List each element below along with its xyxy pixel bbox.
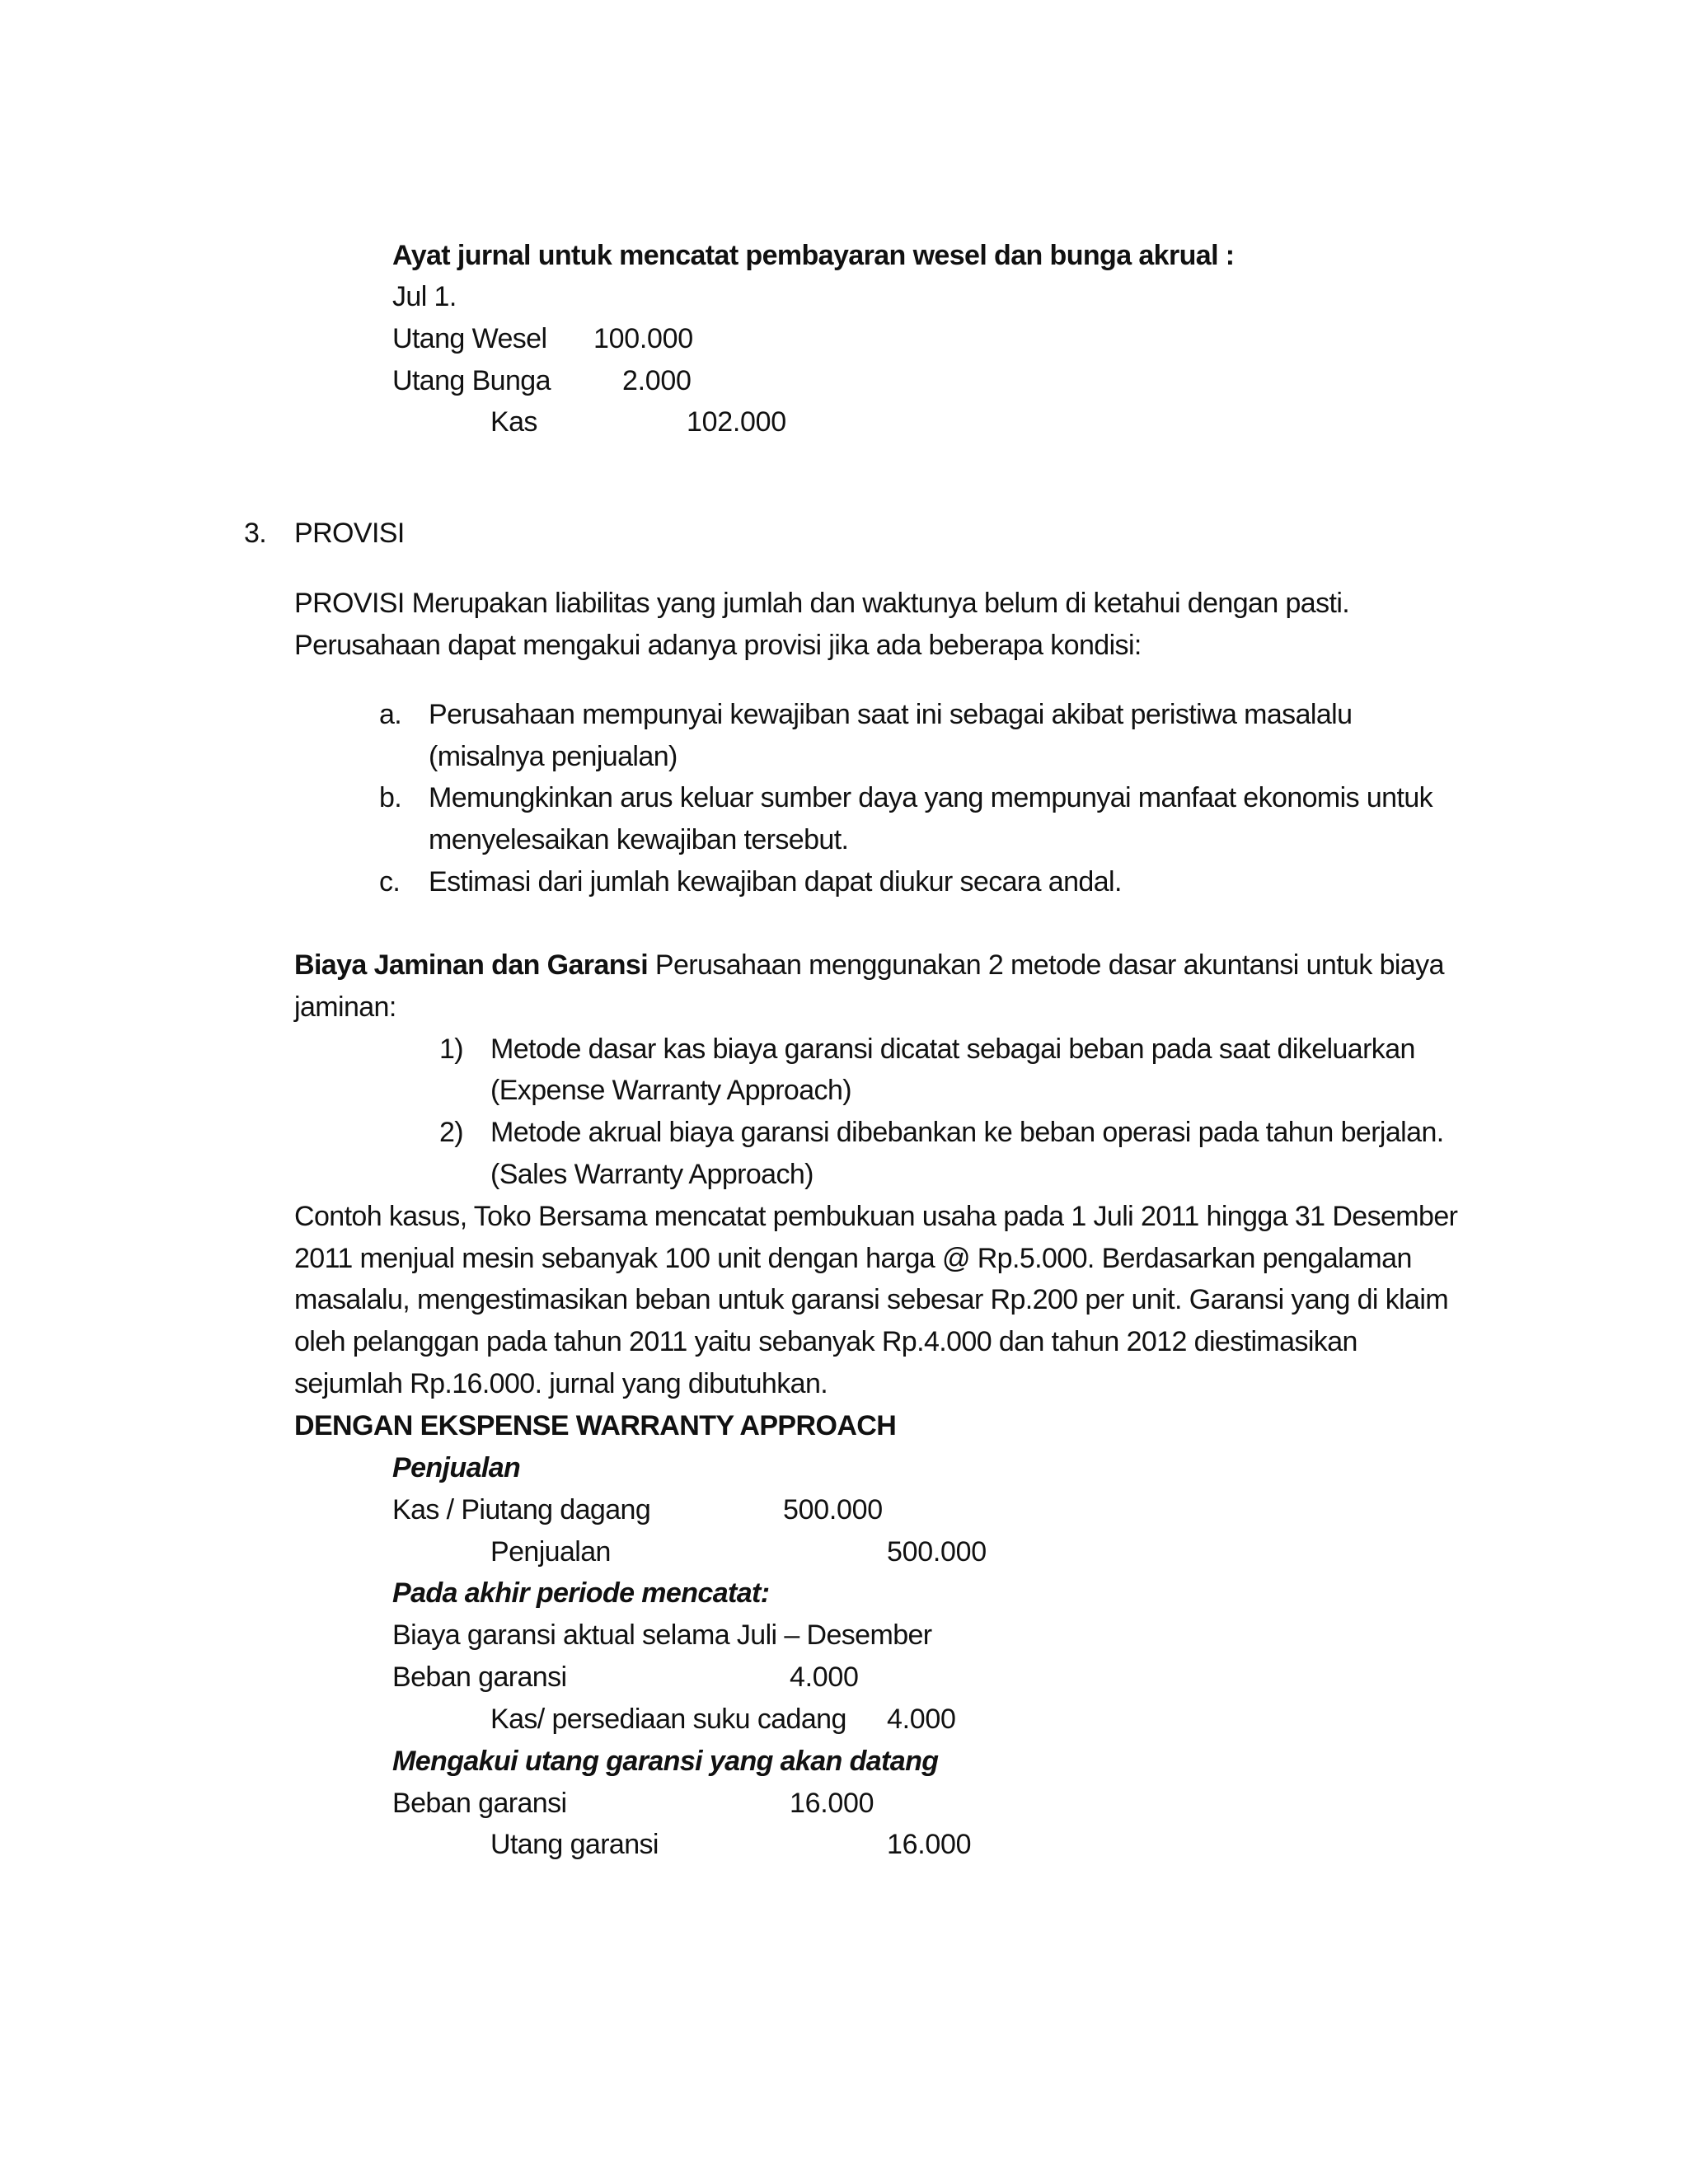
condition-text: (misalnya penjualan) (429, 741, 678, 772)
entry-credit-account: Utang garansi (490, 1829, 659, 1860)
method-marker: 1) (439, 1033, 464, 1065)
entry-debit-account: Kas / Piutang dagang (392, 1494, 651, 1526)
section-number: 3. (244, 518, 267, 549)
approach-heading: DENGAN EKSPENSE WARRANTY APPROACH (294, 1410, 897, 1441)
journal-heading: Ayat jurnal untuk mencatat pembayaran wesel dan bunga akrual : (392, 240, 1235, 271)
garansi-lead-line: jaminan: (294, 991, 396, 1023)
case-line: oleh pelanggan pada tahun 2011 yaitu sebanyak Rp.4.000 dan tahun 2012 diestimasikan (294, 1326, 1357, 1357)
provisi-intro-line: Perusahaan dapat mengakui adanya provisi jika ada beberapa kondisi: (294, 630, 1142, 661)
entry-credit-amount: 4.000 (887, 1704, 956, 1735)
penjualan-heading: Penjualan (392, 1452, 521, 1483)
journal-debit-utang-wesel: 100.000 (593, 323, 693, 354)
case-line: Contoh kasus, Toko Bersama mencatat pembukuan usaha pada 1 Juli 2011 hingga 31 Desember (294, 1201, 1458, 1232)
entry-debit-amount: 16.000 (790, 1788, 874, 1819)
entry-debit-account: Beban garansi (392, 1788, 567, 1819)
condition-marker: a. (379, 699, 402, 730)
case-line: masalalu, mengestimasikan beban untuk garansi sebesar Rp.200 per unit. Garansi yang di klaim (294, 1284, 1449, 1315)
garansi-lead-line (294, 949, 1444, 982)
garansi-lead-bold: Biaya Jaminan dan Garansi (294, 949, 649, 981)
condition-text: Estimasi dari jumlah kewajiban dapat diukur secara andal. (429, 866, 1122, 898)
journal-account-utang-bunga: Utang Bunga (392, 365, 551, 396)
journal-account-kas: Kas (490, 406, 537, 438)
method-text: (Expense Warranty Approach) (490, 1075, 851, 1106)
journal-date: Jul 1. (392, 281, 457, 312)
future-heading: Mengakui utang garansi yang akan datang (392, 1746, 939, 1777)
entry-debit-account: Beban garansi (392, 1661, 567, 1693)
journal-debit-utang-bunga: 2.000 (622, 365, 692, 396)
method-text: Metode akrual biaya garansi dibebankan ke beban operasi pada tahun berjalan. (490, 1117, 1444, 1148)
case-line: 2011 menjual mesin sebanyak 100 unit dengan harga @ Rp.5.000. Berdasarkan pengalaman (294, 1243, 1412, 1274)
condition-marker: c. (379, 866, 401, 898)
case-line: sejumlah Rp.16.000. jurnal yang dibutuhkan. (294, 1368, 828, 1399)
entry-debit-amount: 4.000 (790, 1661, 859, 1693)
section-title: PROVISI (294, 518, 405, 549)
method-marker: 2) (439, 1117, 464, 1148)
condition-marker: b. (379, 782, 402, 813)
period-note: Biaya garansi aktual selama Juli – Desember (392, 1619, 932, 1651)
entry-credit-amount: 500.000 (887, 1536, 987, 1568)
entry-credit-account: Penjualan (490, 1536, 611, 1568)
condition-text: menyelesaikan kewajiban tersebut. (429, 824, 849, 855)
journal-credit-kas: 102.000 (687, 406, 786, 438)
condition-text: Memungkinkan arus keluar sumber daya yang mempunyai manfaat ekonomis untuk (429, 782, 1433, 813)
entry-credit-account: Kas/ persediaan suku cadang (490, 1704, 846, 1735)
journal-account-utang-wesel: Utang Wesel (392, 323, 547, 354)
method-text: (Sales Warranty Approach) (490, 1159, 814, 1190)
entry-credit-amount: 16.000 (887, 1829, 972, 1860)
method-text: Metode dasar kas biaya garansi dicatat sebagai beban pada saat dikeluarkan (490, 1033, 1415, 1065)
provisi-intro-line: PROVISI Merupakan liabilitas yang jumlah dan waktunya belum di ketahui dengan pasti. (294, 588, 1350, 619)
condition-text: Perusahaan mempunyai kewajiban saat ini sebagai akibat peristiwa masalalu (429, 699, 1353, 730)
garansi-lead-text: Perusahaan menggunakan 2 metode dasar akuntansi untuk biaya (648, 949, 1444, 981)
period-heading: Pada akhir periode mencatat: (392, 1577, 770, 1609)
entry-debit-amount: 500.000 (783, 1494, 883, 1526)
